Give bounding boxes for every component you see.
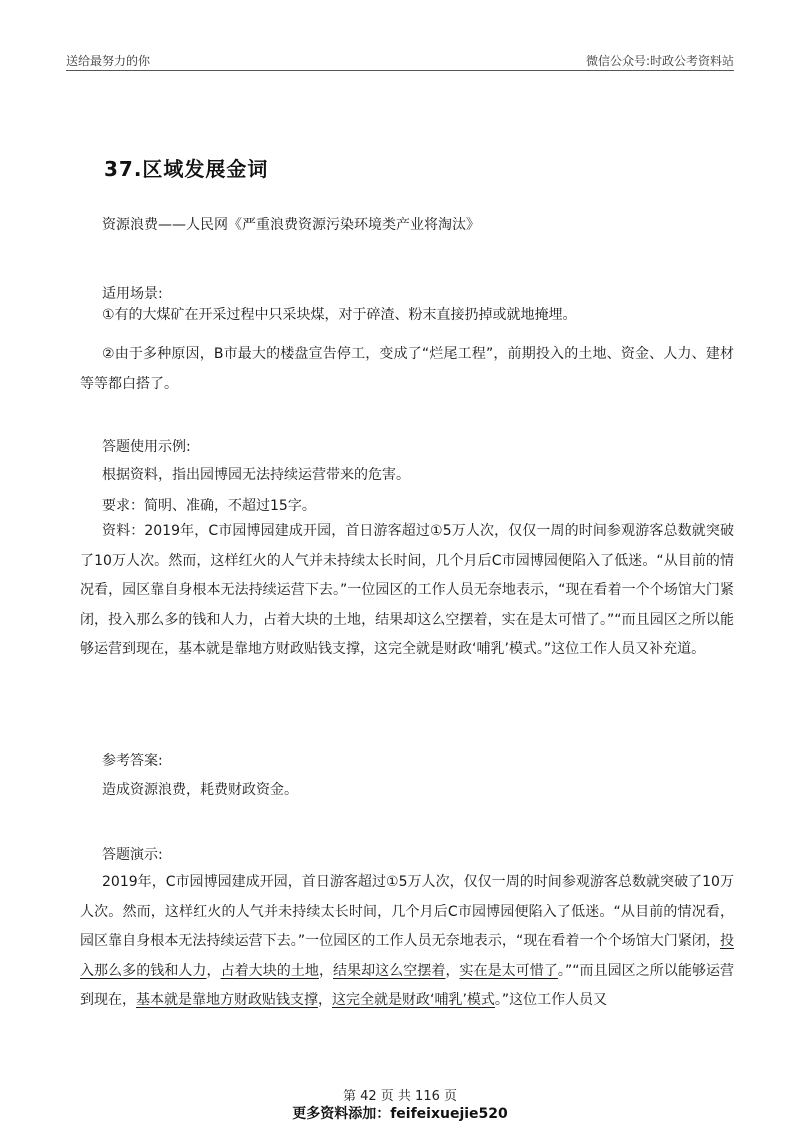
demo-underline-5: 基本就是靠地方财政贴钱支撑: [136, 992, 318, 1008]
example-requirement: 要求：简明、准确，不超过15字。: [102, 498, 316, 514]
scene-item-1: ①有的大煤矿在开采过程中只采块煤，对于碎渣、粉末直接扔掉或就地掩埋。: [102, 307, 577, 323]
demo-underline-6: 这完全就是财政‘哺乳’模式: [332, 992, 495, 1008]
demo-text-3: 。”这位工作人员又: [494, 992, 608, 1008]
demo-text-1: 2019年，C市园博园建成开园，首日游客超过①5万人次，仅仅一周的时间参观游客总数就突破了10万人次。然而，这样红火的人气并未持续太长时间，几个月后C市园博园便陷入了低迷。“从目前的情况看，园区靠自身根本无法持续运营下去。”一位园区的工作人员无奈地表示，“现在看着一个个场馆大门紧闭，: [80, 874, 734, 949]
section-title: 37.区域发展金词: [104, 157, 269, 181]
footer-contact: 更多资料添加：feifeixuejie520: [292, 1106, 508, 1122]
scene-item-2: ②由于多种原因，B市最大的楼盘宣告停工，变成了“烂尾工程”，前期投入的土地、资金、人力、建材等等都白搭了。: [80, 346, 734, 392]
answer-text: 造成资源浪费，耗费财政资金。: [102, 782, 298, 798]
example-task: 根据资料，指出园博园无法持续运营带来的危害。: [102, 467, 410, 483]
demo-comma-1: ，: [206, 962, 221, 979]
scene-label: 适用场景:: [102, 286, 163, 302]
demo-comma-4: ，: [318, 992, 332, 1008]
demo-comma-2: ，: [318, 962, 334, 979]
source-subtitle: 资源浪费——人民网《严重浪费资源污染环境类产业将淘汰》: [102, 217, 480, 233]
demo-underline-2: 占着大块的土地: [220, 962, 319, 979]
example-material: 资料：2019年，C市园博园建成开园，首日游客超过①5万人次，仅仅一周的时间参观游客总数就突破了10万人次。然而，这样红火的人气并未持续太长时间，几个月后C市园博园便陷入了低迷。“从目前的情况看，园区靠自身根本无法持续运营下去。”一位园区的工作人员无奈地表示，“现在看着一个个场馆大门紧闭，投入那么多的钱和人力，占着大块的土地，结果却这么空摆着，实在是太可惜了。”“而且园区之所以能够运营到现在，基本就是靠地方财政贴钱支撑，这完全就是财政‘哺乳’模式。”这位工作人员又补充道。: [80, 523, 734, 657]
demo-text-2: 。”“而且园区之所以能够运营到现在，: [80, 962, 734, 1008]
header-slogan: 送给最努力的你: [66, 54, 151, 68]
page-number: 第 42 页 共 116 页: [342, 1089, 458, 1104]
demo-underline-1: 投入那么多的钱和人力: [80, 933, 734, 979]
header-wechat-account: 微信公众号:时政公考资料站: [585, 54, 734, 68]
page-header: [66, 52, 734, 71]
answer-label: 参考答案:: [102, 753, 163, 769]
example-label: 答题使用示例:: [102, 439, 191, 455]
demo-label: 答题演示:: [102, 847, 163, 863]
demo-underline-3: 结果却这么空摆着: [333, 962, 446, 979]
demo-paragraph: [80, 868, 734, 1050]
demo-underline-4: 实在是太可惜了: [459, 962, 558, 979]
demo-comma-3: ，: [445, 962, 460, 979]
